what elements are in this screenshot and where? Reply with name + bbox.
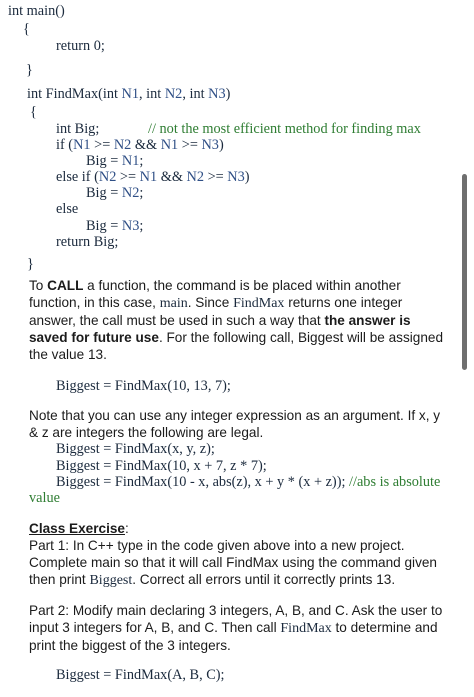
code-assign-n3: Big = N3; <box>86 218 144 234</box>
code-findmax-declaration: int Big; // not the most efficient method for finding max <box>56 121 421 137</box>
code-findmax-signature: int FindMax(int N1, int N2, int N3) <box>27 86 231 102</box>
code-assign-n1: Big = N1; <box>86 153 144 169</box>
code-assign-n2: Big = N2; <box>86 185 144 201</box>
code-main-signature: int main() <box>8 3 65 19</box>
abs-comment-continuation: value <box>29 490 60 506</box>
code-comment: // not the most efficient method for finding max <box>148 121 421 137</box>
code-else-if-statement: else if (N2 >= N1 && N2 >= N3) <box>56 169 250 185</box>
example-legal-3: Biggest = FindMax(10 - x, abs(z), x + y * (x + z)); //abs is absolute <box>56 474 441 490</box>
code-main-close-brace: } <box>26 62 33 78</box>
exercise-heading: Class Exercise: <box>29 521 129 536</box>
final-call: Biggest = FindMax(A, B, C); <box>56 667 225 683</box>
code-else-keyword: else <box>56 201 79 217</box>
code-main-open-brace: { <box>23 21 30 37</box>
example-legal-1: Biggest = FindMax(x, y, z); <box>56 441 215 457</box>
code-findmax-close-brace: } <box>27 256 34 272</box>
vertical-scrollbar[interactable] <box>462 174 467 370</box>
arguments-paragraph: Note that you can use any integer expression as an argument. If x, y & z are integers the following are legal. <box>29 408 441 440</box>
example-legal-2: Biggest = FindMax(10, x + 7, z * 7); <box>56 458 267 474</box>
code-return-big: return Big; <box>56 234 119 250</box>
explanation-paragraph: To CALL a function, the command is be placed within another function, in this case, main. Since FindMax returns one integer answer, the call must be used in such a way that the answer is saved for future use. For the following call, Biggest will be assigned the value 13. <box>29 278 444 362</box>
example-call: Biggest = FindMax(10, 13, 7); <box>56 378 231 394</box>
code-main-return: return 0; <box>56 38 105 54</box>
code-findmax-open-brace: { <box>30 104 37 120</box>
exercise-part-1: Part 1: In C++ type in the code given above into a new project. Complete main so that it will call FindMax using the command given then print Biggest. Correct all errors until it correctly prints 13. <box>29 538 437 588</box>
abs-comment: //abs is absolute <box>349 474 441 490</box>
code-if-statement: if (N1 >= N2 && N1 >= N3) <box>56 137 224 153</box>
exercise-part-2: Part 2: Modify main declaring 3 integers, A, B, and C. Ask the user to input 3 integers for A, B, and C. Then call FindMax to determine and print the biggest of the 3 integers. <box>29 603 443 653</box>
